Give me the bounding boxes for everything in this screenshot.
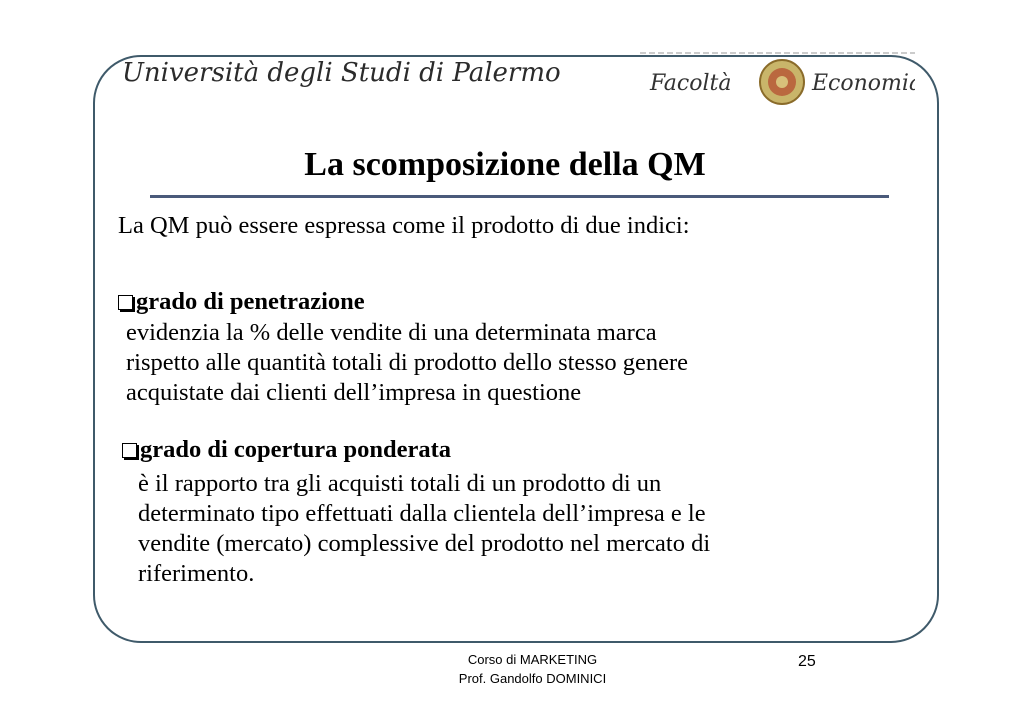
page-number: 25	[798, 653, 816, 670]
body-line: vendite (mercato) complessive del prodotto nel mercato di	[138, 530, 711, 557]
svg-text:Economia: Economia	[812, 71, 915, 96]
footer-professor: Prof. Gandolfo DOMINICI	[458, 671, 607, 686]
intro-text: La QM può essere espressa come il prodotto di due indici:	[118, 212, 690, 239]
slide-title: La scomposizione della QM	[304, 146, 706, 183]
body-line: determinato tipo effettuati dalla clientela dell’impresa e le	[138, 500, 706, 527]
faculty-seal-logo	[640, 52, 915, 108]
body-line: rispetto alle quantità totali di prodotto dello stesso genere	[126, 349, 689, 376]
bullet-penetrazione-body	[126, 318, 688, 408]
body-line: è il rapporto tra gli acquisti totali di un prodotto di un	[138, 470, 662, 497]
footer-course-info	[440, 650, 625, 688]
body-line: evidenzia la % delle vendite di una determinata marca	[126, 319, 657, 346]
bullet-copertura-body	[138, 469, 710, 589]
checkbox-bullet-icon	[118, 295, 133, 310]
svg-text:Facoltà: Facoltà	[650, 71, 732, 96]
bullet-heading: grado di penetrazione	[136, 288, 365, 315]
checkbox-bullet-icon	[122, 443, 137, 458]
title-underline	[150, 195, 889, 198]
body-line: riferimento.	[138, 560, 255, 587]
bullet-copertura	[122, 435, 451, 465]
bullet-penetrazione	[118, 287, 365, 317]
bullet-heading: grado di copertura ponderata	[140, 436, 451, 463]
footer-course: Corso di MARKETING	[467, 652, 598, 667]
body-line: acquistate dai clienti dell’impresa in questione	[126, 379, 582, 406]
university-logo-text: Università degli Studi di Palermo	[122, 58, 561, 88]
faculty-logo	[640, 52, 915, 108]
